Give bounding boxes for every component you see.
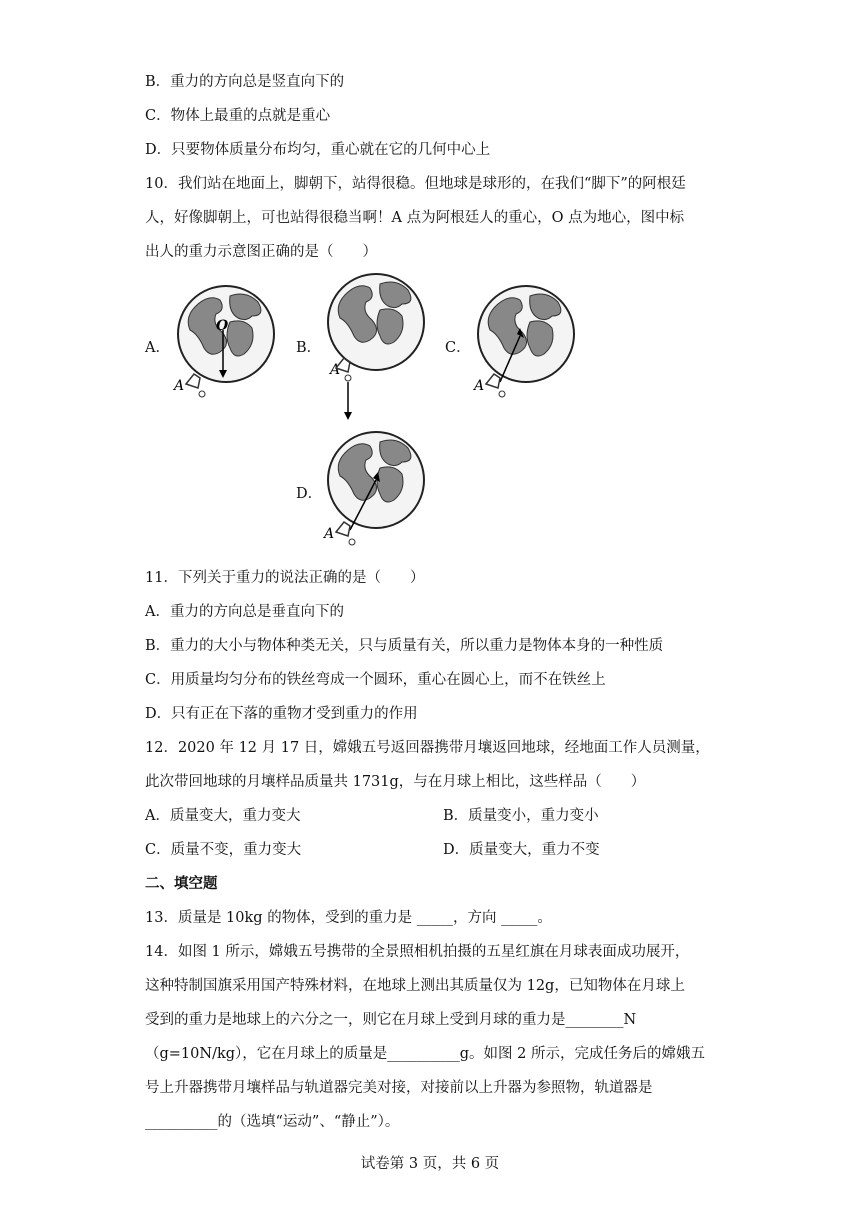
q14-stem-line4: （g=10N/kg），它在月球上的质量是__________g。如图 2 所示，完成任务后的嫦娥五 [145,1046,705,1062]
q11-option-a: A．重力的方向总是垂直向下的 [145,604,344,620]
q11-stem: 11．下列关于重力的说法正确的是（ ） [145,570,425,586]
q11-option-d: D．只有正在下落的重物才受到重力的作用 [145,706,418,722]
q11-option-c: C．用质量均匀分布的铁丝弯成一个圆环，重心在圆心上，而不在铁丝上 [145,672,606,688]
point-o-label: O [216,318,229,334]
q12-stem-line1: 12．2020 年 12 月 17 日，嫦娥五号返回器携带月壤返回地球，经地面工作人员测量， [145,740,710,756]
q9-option-c: C．物体上最重的点就是重心 [145,108,331,124]
point-a-label: A [474,378,485,394]
q10-stem-line1: 10．我们站在地面上，脚朝下，站得很稳。但地球是球形的，在我们“脚下”的阿根廷 [145,176,686,192]
point-a-label: A [174,378,185,394]
q12-option-d: D．质量变大，重力不变 [443,842,600,858]
q10-option-a-label: A． [145,340,170,356]
q10-option-c-figure [468,282,588,406]
q10-stem-line2: 人，好像脚朝上，可也站得很稳当啊！A 点为阿根廷人的重心，O 点为地心，图中标 [145,210,685,226]
globe-d-diagram [318,428,438,553]
q11-option-b: B．重力的大小与物体种类无关，只与质量有关，所以重力是物体本身的一种性质 [145,638,664,654]
q10-option-d-figure [318,428,438,557]
page-footer: 试卷第 3 页，共 6 页 [360,1156,500,1172]
q10-stem-line3: 出人的重力示意图正确的是（ ） [145,244,377,260]
q10-option-b-label: B． [296,340,322,356]
point-a-label: A [324,526,335,542]
q12-stem-line2: 此次带回地球的月壤样品质量共 1731g，与在月球上相比，这些样品（ ） [145,774,646,790]
q13-stem: 13．质量是 10kg 的物体，受到的重力是 _____，方向 _____。 [145,910,552,926]
q9-option-b: B．重力的方向总是竖直向下的 [145,74,345,90]
q10-option-a-figure [168,282,288,406]
globe-a-diagram [168,282,288,402]
q14-stem-line6: __________的（选填“运动”、“静止”）。 [145,1114,400,1130]
q14-stem-line3: 受到的重力是地球上的六分之一，则它在月球上受到月球的重力是________N [145,1012,637,1028]
q14-stem-line2: 这种特制国旗采用国产特殊材料，在地球上测出其质量仅为 12g，已知物体在月球上 [145,978,685,994]
q14-stem-line1: 14．如图 1 所示，嫦娥五号携带的全景照相机拍摄的五星红旗在月球表面成功展开， [145,944,690,960]
point-a-label: A [330,362,341,378]
q10-option-c-label: C． [445,340,471,356]
q10-option-b-figure [318,272,438,426]
q10-option-d-label: D． [296,486,323,502]
q9-option-d: D．只要物体质量分布均匀，重心就在它的几何中心上 [145,142,491,158]
section-title-fill-in: 二、填空题 [145,875,218,892]
q14-stem-line5: 号上升器携带月壤样品与轨道器完美对接，对接前以上升器为参照物，轨道器是 [145,1080,653,1096]
q12-option-a: A．质量变大，重力变大 [145,808,301,824]
globe-b-diagram [318,272,438,422]
q12-option-b: B．质量变小，重力变小 [443,808,599,824]
q12-option-c: C．质量不变，重力变大 [145,842,302,858]
globe-c-diagram [468,282,588,402]
